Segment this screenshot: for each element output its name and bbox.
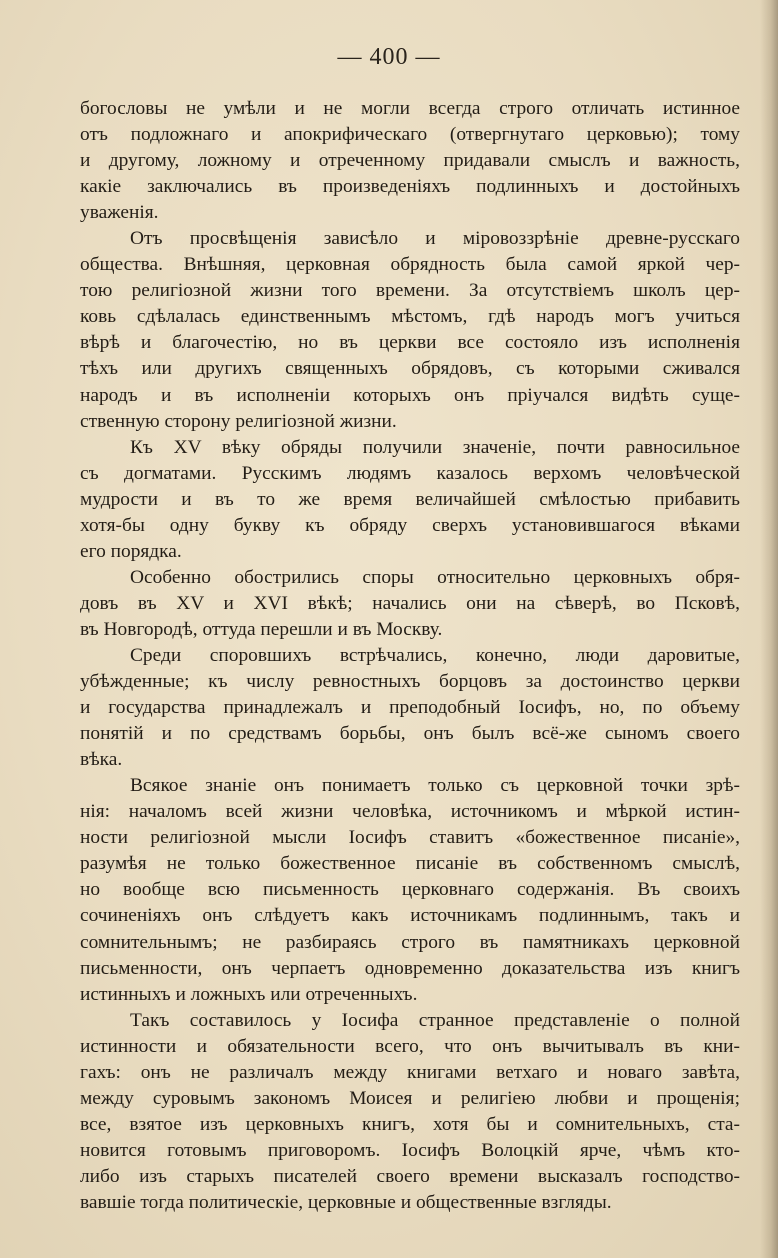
- text-line: понятій и по средствамъ борьбы, онъ былъ всё-же сыномъ своего: [80, 723, 740, 745]
- text-line: какіе заключались въ произведеніяхъ подлинныхъ и достойныхъ: [80, 176, 740, 198]
- text-line: уваженія.: [80, 202, 159, 224]
- text-line: письменности, онъ черпаетъ одновременно доказательства изъ книгъ: [80, 957, 740, 979]
- paragraph: [80, 565, 740, 643]
- text-line: Среди споровшихъ встрѣчались, конечно, люди даровитые,: [130, 644, 740, 666]
- text-line: въ Новгородѣ, оттуда перешли и въ Москву.: [80, 618, 443, 640]
- text-line: съ догматами. Русскимъ людямъ казалось верхомъ человѣческой: [80, 462, 740, 484]
- text-line: сомнительнымъ; не разбираясь строго въ памятникахъ церковной: [80, 931, 740, 953]
- text-line: новится готовымъ приговоромъ. Іосифъ Волоцкій ярче, чѣмъ кто-: [80, 1139, 740, 1161]
- paragraph: [80, 1008, 740, 1216]
- text-line: между суровымъ закономъ Моисея и религіею любви и прощенія;: [80, 1087, 740, 1109]
- text-line: убѣжденные; къ числу ревностныхъ борцовъ за достоинство церкви: [80, 671, 740, 693]
- text-line: народъ и въ исполненіи которыхъ онъ пріучался видѣть суще-: [80, 384, 740, 406]
- text-line: тою религіозной жизни того времени. За отсутствіемъ школъ цер-: [80, 280, 740, 302]
- text-line: общества. Внѣшняя, церковная обрядность была самой яркой чер-: [80, 254, 740, 276]
- body-text: [80, 96, 740, 1216]
- text-line: Къ XV вѣку обряды получили значеніе, почти равносильное: [130, 436, 740, 458]
- text-line: вавшіе тогда политическіе, церковные и общественные взгляды.: [80, 1191, 612, 1213]
- text-line: истинности и обязательности всего, что онъ вычитывалъ въ кни-: [80, 1035, 740, 1057]
- text-line: вѣрѣ и благочестію, но въ церкви все состояло изъ исполненія: [80, 332, 740, 354]
- text-line: довъ въ XV и XVI вѣкѣ; начались они на сѣверѣ, во Псковѣ,: [80, 592, 740, 614]
- text-line: гахъ: онъ не различалъ между книгами ветхаго и новаго завѣта,: [80, 1061, 740, 1083]
- text-line: разумѣя не только божественное писаніе въ собственномъ смыслѣ,: [80, 853, 740, 875]
- paragraph: [80, 96, 740, 226]
- text-line: истинныхъ и ложныхъ или отреченныхъ.: [80, 983, 418, 1005]
- text-line: ности религіозной мысли Іосифъ ставитъ «божественное писаніе»,: [80, 827, 740, 849]
- page-edge-shadow: [760, 0, 778, 1258]
- paragraph: [80, 226, 740, 434]
- text-line: Всякое знаніе онъ понимаетъ только съ церковной точки зрѣ-: [130, 775, 740, 797]
- text-line: все, взятое изъ церковныхъ книгъ, хотя бы и сомнительныхъ, ста-: [80, 1113, 740, 1135]
- text-line: мудрости и въ то же время величайшей смѣлостью прибавить: [80, 488, 740, 510]
- text-line: хотя-бы одну букву къ обряду сверхъ установившагося вѣками: [80, 514, 740, 536]
- page-number: — 400 —: [337, 44, 441, 70]
- text-line: нія: началомъ всей жизни человѣка, источникомъ и мѣркой истин-: [80, 801, 740, 823]
- text-line: ковь сдѣлалась единственнымъ мѣстомъ, гдѣ народъ могъ учиться: [80, 306, 740, 328]
- paragraph: [80, 773, 740, 1007]
- text-line: отъ подложнаго и апокрифическаго (отвергнутаго церковью); тому: [80, 124, 740, 146]
- text-line: сочиненіяхъ онъ слѣдуетъ какъ источникамъ подлиннымъ, такъ и: [80, 905, 740, 927]
- text-line: и другому, ложному и отреченному придавали смыслъ и важность,: [80, 150, 740, 172]
- text-line: вѣка.: [80, 749, 123, 771]
- text-line: либо изъ старыхъ писателей своего времени высказалъ господство-: [80, 1165, 740, 1187]
- text-line: Такъ составилось у Іосифа странное представленіе о полной: [130, 1009, 740, 1031]
- paragraph: [80, 435, 740, 565]
- text-line: Отъ просвѣщенія зависѣло и міровоззрѣніе древне-русскаго: [130, 228, 740, 250]
- text-line: тѣхъ или другихъ священныхъ обрядовъ, съ которыми сживался: [80, 358, 740, 380]
- text-line: Особенно обострились споры относительно церковныхъ обря-: [130, 566, 740, 588]
- text-line: богословы не умѣли и не могли всегда строго отличать истинное: [80, 98, 740, 119]
- text-line: но вообще всю письменность церковнаго содержанія. Въ своихъ: [80, 879, 740, 901]
- text-line: и государства принадлежалъ и преподобный Іосифъ, но, по объему: [80, 697, 740, 719]
- text-line: его порядка.: [80, 540, 182, 562]
- paragraph: [80, 643, 740, 773]
- text-line: ственную сторону религіозной жизни.: [80, 410, 397, 432]
